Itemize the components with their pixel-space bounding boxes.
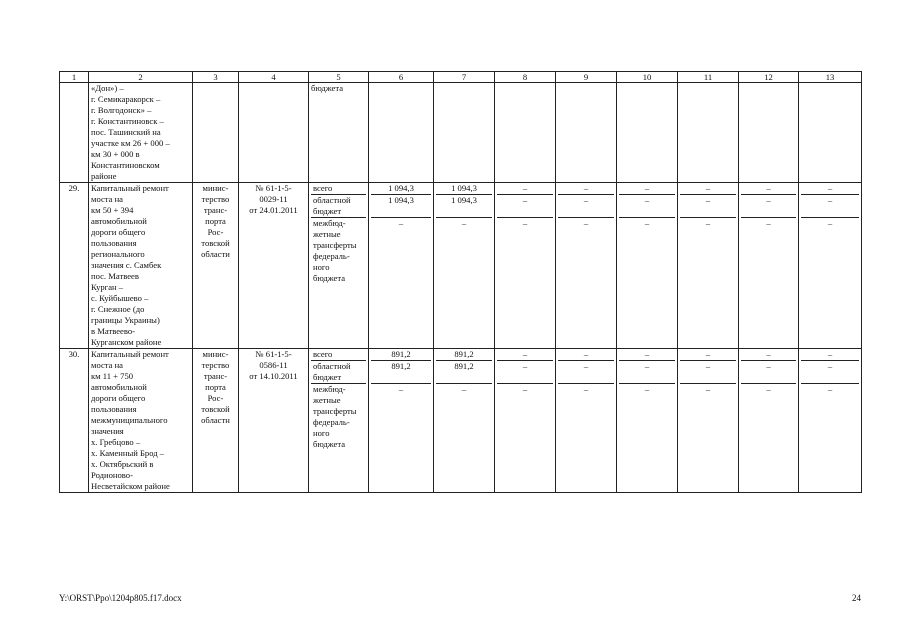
table-body [60, 83, 862, 493]
value-subrow: – [680, 361, 736, 384]
value-cell [369, 183, 434, 349]
object-name-line: Константиновском [91, 160, 160, 170]
value-subrow: – [741, 195, 796, 218]
value-subrow: – [558, 195, 614, 218]
source-line: трансферты [313, 406, 357, 416]
value-subrow: – [398, 218, 404, 228]
file-path: Y:\ORST\Ppo\1204p805.f17.docx [59, 593, 182, 603]
row-number-cell: 30. [60, 349, 89, 493]
source-line: трансферты [313, 240, 357, 250]
object-name-line: «Дон») – [91, 83, 124, 93]
value-subrow: 891,2 [436, 361, 492, 384]
executor-line: транс- [203, 371, 228, 381]
value-cell [495, 183, 556, 349]
executor-line: минис- [202, 183, 229, 193]
object-name-line: км 50 + 394 [91, 205, 134, 215]
object-name-line: пос. Ташинский на [91, 127, 161, 137]
value-subrow: – [497, 183, 553, 195]
value-cell [434, 183, 495, 349]
object-name-line: г. Константиновск – [91, 116, 164, 126]
row-number-cell: 29. [60, 183, 89, 349]
executor-line: порта [205, 216, 226, 226]
value-cell [434, 349, 495, 493]
object-name-line: границы Украины) [91, 315, 160, 325]
value-subrow: 891,2 [436, 349, 492, 361]
object-name-cell [89, 83, 193, 183]
page-number: 24 [852, 593, 861, 603]
value-subrow: – [522, 384, 528, 394]
value-subrow: – [766, 384, 771, 394]
executor-cell [193, 183, 239, 349]
source-subrow [311, 195, 366, 218]
source-subrow [311, 349, 366, 361]
budget-table [59, 71, 862, 493]
source-line: всего [313, 349, 333, 359]
value-subrow: – [558, 361, 614, 384]
column-number-header: 8 [495, 72, 556, 83]
value-subrow: – [644, 218, 650, 228]
value-subrow: – [583, 218, 589, 228]
value-subrow: 1 094,3 [436, 195, 492, 218]
object-name-line: х. Октябрьский в [91, 459, 154, 469]
value-subrow: – [461, 218, 467, 228]
value-subrow: – [741, 183, 796, 195]
source-line: ного [313, 262, 330, 272]
object-name-line: км 11 + 750 [91, 371, 134, 381]
value-subrow: – [801, 195, 859, 218]
value-cell [799, 183, 862, 349]
executor-cell [193, 349, 239, 493]
value-subrow: – [705, 384, 711, 394]
object-name-line: в Матвеево- [91, 326, 135, 336]
document-cell [239, 83, 309, 183]
value-cell [617, 349, 678, 493]
value-subrow: – [827, 384, 833, 394]
object-name-line: моста на [91, 194, 124, 204]
object-name-line: автомобильной [91, 216, 147, 226]
object-name-line: Несветайском районе [91, 481, 170, 491]
value-subrow: – [619, 349, 675, 361]
source-subrow [311, 361, 366, 384]
executor-line: областн [201, 415, 230, 425]
source-line: бюджета [313, 439, 346, 449]
value-subrow: – [705, 218, 711, 228]
column-number-header: 12 [739, 72, 799, 83]
value-subrow: – [619, 361, 675, 384]
source-line: жетные [313, 395, 341, 405]
object-name-line: регионального [91, 249, 145, 259]
document-line: № 61-1-5- [255, 349, 292, 359]
object-name-line: г. Снежное (до [91, 304, 145, 314]
source-line: областной [313, 195, 351, 205]
executor-line: Рос- [207, 227, 224, 237]
column-number-header: 3 [193, 72, 239, 83]
column-number-header: 2 [89, 72, 193, 83]
column-number-header: 10 [617, 72, 678, 83]
source-line: федераль- [313, 251, 350, 261]
value-subrow: – [801, 183, 859, 195]
value-cell [739, 183, 799, 349]
source-subrow [311, 384, 366, 450]
column-number-row [60, 72, 862, 83]
source-line: межбюд- [313, 218, 346, 228]
value-subrow: – [558, 183, 614, 195]
object-name-line: районе [91, 171, 117, 181]
document-cell [239, 183, 309, 349]
value-cell [556, 349, 617, 493]
value-subrow: – [619, 183, 675, 195]
value-cell [369, 349, 434, 493]
column-number-header: 9 [556, 72, 617, 83]
value-subrow: – [680, 349, 736, 361]
value-subrow: – [680, 183, 736, 195]
object-name-line: межмуниципального [91, 415, 168, 425]
executor-line: минис- [202, 349, 229, 359]
value-cell [556, 183, 617, 349]
value-subrow: – [583, 384, 589, 394]
value-cell [678, 349, 739, 493]
column-number-header: 11 [678, 72, 739, 83]
object-name-line: пользования [91, 238, 137, 248]
value-subrow: – [558, 349, 614, 361]
value-cell [495, 349, 556, 493]
value-subrow: – [801, 349, 859, 361]
executor-line: товской [201, 238, 230, 248]
executor-line: порта [205, 382, 226, 392]
document-line: от 24.01.2011 [249, 205, 298, 215]
object-name-line: х. Каменный Брод – [91, 448, 165, 458]
value-subrow: – [827, 218, 833, 228]
document-line: № 61-1-5- [255, 183, 292, 193]
value-cell [678, 183, 739, 349]
source-line: всего [313, 183, 333, 193]
value-subrow: – [680, 195, 736, 218]
executor-cell [193, 83, 239, 183]
document-cell [239, 349, 309, 493]
value-subrow: – [741, 361, 796, 384]
source-line: ного [313, 428, 330, 438]
value-subrow: – [741, 349, 796, 361]
object-name-cell [89, 349, 193, 493]
column-number-header: 7 [434, 72, 495, 83]
source-line: жетные [313, 229, 341, 239]
value-subrow: – [619, 195, 675, 218]
document-line: 0029-11 [259, 194, 288, 204]
document-line: 0586-11 [259, 360, 288, 370]
object-name-line: моста на [91, 360, 124, 370]
object-name-line: х. Гребцово – [91, 437, 141, 447]
object-name-line: г. Волгодонск» – [91, 105, 152, 115]
source-line: бюджет [313, 206, 342, 216]
value-subrow: – [497, 349, 553, 361]
value-subrow: – [766, 218, 771, 228]
source-line: бюджет [313, 372, 342, 382]
value-cell [799, 349, 862, 493]
object-name-line: пос. Матвеев [91, 271, 139, 281]
executor-line: терство [201, 194, 230, 204]
object-name-line: значения [91, 426, 124, 436]
object-name-line: Родионово- [91, 470, 133, 480]
row-number-cell [60, 83, 89, 183]
value-cell [617, 183, 678, 349]
column-number-header: 4 [239, 72, 309, 83]
value-subrow: 891,2 [371, 361, 431, 384]
executor-line: области [201, 249, 230, 259]
column-number-header: 1 [60, 72, 89, 83]
value-subrow: 891,2 [371, 349, 431, 361]
object-name-line: пользования [91, 404, 137, 414]
value-cell [739, 349, 799, 493]
value-subrow: 1 094,3 [371, 195, 431, 218]
column-number-header: 5 [309, 72, 369, 83]
continuation-row [60, 83, 862, 183]
value-subrow: 1 094,3 [371, 183, 431, 195]
object-name-line: км 30 + 000 в [91, 149, 140, 159]
column-number-header: 13 [799, 72, 862, 83]
object-name-line: Курган – [91, 282, 124, 292]
table-row [60, 183, 862, 349]
value-subrow: – [497, 361, 553, 384]
table-row [60, 349, 862, 493]
value-subrow: – [461, 384, 467, 394]
object-name-line: с. Куйбышево – [91, 293, 149, 303]
column-number-header: 6 [369, 72, 434, 83]
value-subrow: – [398, 384, 404, 394]
object-name-line: дороги общего [91, 227, 146, 237]
object-name-cell [89, 183, 193, 349]
executor-line: товской [201, 404, 230, 414]
object-name-line: автомобильной [91, 382, 147, 392]
source-cell [309, 183, 369, 349]
value-subrow: – [801, 361, 859, 384]
value-subrow: – [497, 195, 553, 218]
source-cell [309, 349, 369, 493]
object-name-line: значения с. Самбек [91, 260, 162, 270]
object-name-line: Капитальный ремонт [91, 183, 169, 193]
object-name-line: Капитальный ремонт [91, 349, 169, 359]
source-line: федераль- [313, 417, 350, 427]
executor-line: транс- [203, 205, 228, 215]
document-line: от 14.10.2011 [249, 371, 298, 381]
source-line: областной [313, 361, 351, 371]
source-cell: бюджета [309, 83, 369, 183]
object-name-line: Курганском районе [91, 337, 162, 347]
value-subrow: – [522, 218, 528, 228]
object-name-line: участке км 26 + 000 – [91, 138, 170, 148]
value-subrow: 1 094,3 [436, 183, 492, 195]
object-name-line: дороги общего [91, 393, 146, 403]
source-subrow [311, 218, 366, 284]
executor-line: терство [201, 360, 230, 370]
source-subrow [311, 183, 366, 195]
executor-line: Рос- [207, 393, 224, 403]
source-line: бюджета [313, 273, 346, 283]
source-line: межбюд- [313, 384, 346, 394]
value-subrow: – [644, 384, 650, 394]
object-name-line: г. Семикаракорск – [91, 94, 161, 104]
